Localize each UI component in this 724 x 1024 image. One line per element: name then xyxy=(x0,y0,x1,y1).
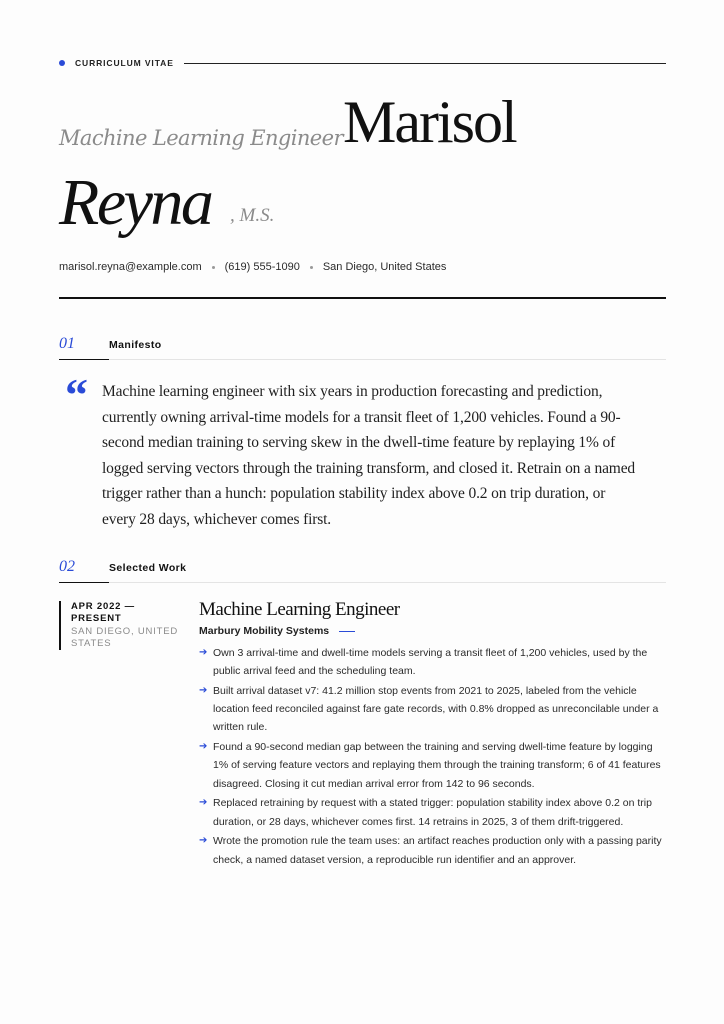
company-dash xyxy=(339,631,355,632)
company-name: Marbury Mobility Systems xyxy=(199,625,330,637)
section-heading-manifesto xyxy=(59,335,666,361)
bullet-text: Built arrival dataset v7: 41.2 million stop events from 2021 to 2025, labeled from the vehicle location feed reconciled against fare gate records, with 0.8% dropped as unreconcilable under a written rule. xyxy=(213,685,659,734)
section-rule-accent xyxy=(59,359,109,360)
role-title: Machine Learning Engineer xyxy=(59,126,343,150)
contact-line xyxy=(59,261,446,273)
section-rule xyxy=(109,582,666,583)
kicker-rule xyxy=(184,63,666,64)
separator-dot-icon xyxy=(212,266,215,269)
arrow-right-icon: ➔ xyxy=(199,835,208,847)
job-company xyxy=(199,625,669,637)
list-item xyxy=(199,644,669,680)
list-item xyxy=(199,794,669,830)
first-name: Marisol xyxy=(343,89,516,155)
separator-dot-icon xyxy=(310,266,313,269)
section-rule xyxy=(109,359,666,360)
quote-mark-icon: “ xyxy=(65,369,88,420)
job-meta xyxy=(59,601,181,650)
section-title: Manifesto xyxy=(109,339,162,351)
last-name: Reyna xyxy=(59,166,212,239)
arrow-right-icon: ➔ xyxy=(199,647,208,658)
section-rule-accent xyxy=(59,582,109,583)
bullet-text: Own 3 arrival-time and dwell-time models serving a transit fleet of 1,200 vehicles, used by the public arrival feed and the scheduling team. xyxy=(213,647,648,678)
bullet-text: Replaced retraining by request with a stated trigger: population stability index above 0.2 on trip duration, or 28 days, whichever comes first. 14 retrains in 2025, 3 of them drift-triggered. xyxy=(213,797,652,828)
list-item xyxy=(199,738,669,793)
job-dates: APR 2022 — PRESENT xyxy=(71,601,135,624)
bullet-text: Wrote the promotion rule the team uses: an artifact reaches production only with a passing parity check, a named dataset version, a reproducible run identifier and an approver. xyxy=(213,835,662,866)
list-item xyxy=(199,832,669,868)
arrow-right-icon: ➔ xyxy=(199,685,208,696)
contact-phone[interactable]: (619) 555-1090 xyxy=(224,261,300,273)
section-number: 01 xyxy=(59,335,75,352)
job-title: Machine Learning Engineer xyxy=(199,599,400,620)
cv-kicker xyxy=(59,56,666,70)
section-number: 02 xyxy=(59,558,75,575)
kicker-label: CURRICULUM VITAE xyxy=(75,58,174,68)
manifesto-text: Machine learning engineer with six years in production forecasting and prediction, currently owning arrival-time models for a transit fleet of 1,200 vehicles. Found a 90-second median training to serving skew in the dwell-time feature by replaying 1% of logged serving vectors through the training transform, and closed it. Retrain on a named trigger rather than a hunch: population stability index above 0.2 on trip duration, or every 28 days, whichever comes first. xyxy=(102,383,636,528)
job-bullets xyxy=(199,644,669,869)
section-title: Selected Work xyxy=(109,562,187,574)
list-item xyxy=(199,682,669,737)
accent-dot-icon xyxy=(59,60,65,66)
arrow-right-icon: ➔ xyxy=(199,797,208,809)
job-location: SAN DIEGO, UNITED STATES xyxy=(71,626,179,649)
section-heading-work xyxy=(59,558,666,584)
contact-email[interactable]: marisol.reyna@example.com xyxy=(59,261,202,273)
arrow-right-icon: ➔ xyxy=(199,741,208,753)
degree: , M.S. xyxy=(230,205,275,226)
header-divider xyxy=(59,297,666,299)
job-entry xyxy=(199,598,669,870)
bullet-text: Found a 90-second median gap between the training and serving dwell-time feature by logging 1% of serving feature vectors and replaying them through the training transform; 6 of 41 features disagreed. Closing it cut median arrival error from 142 to 96 seconds. xyxy=(213,741,661,790)
contact-location: San Diego, United States xyxy=(322,261,447,273)
